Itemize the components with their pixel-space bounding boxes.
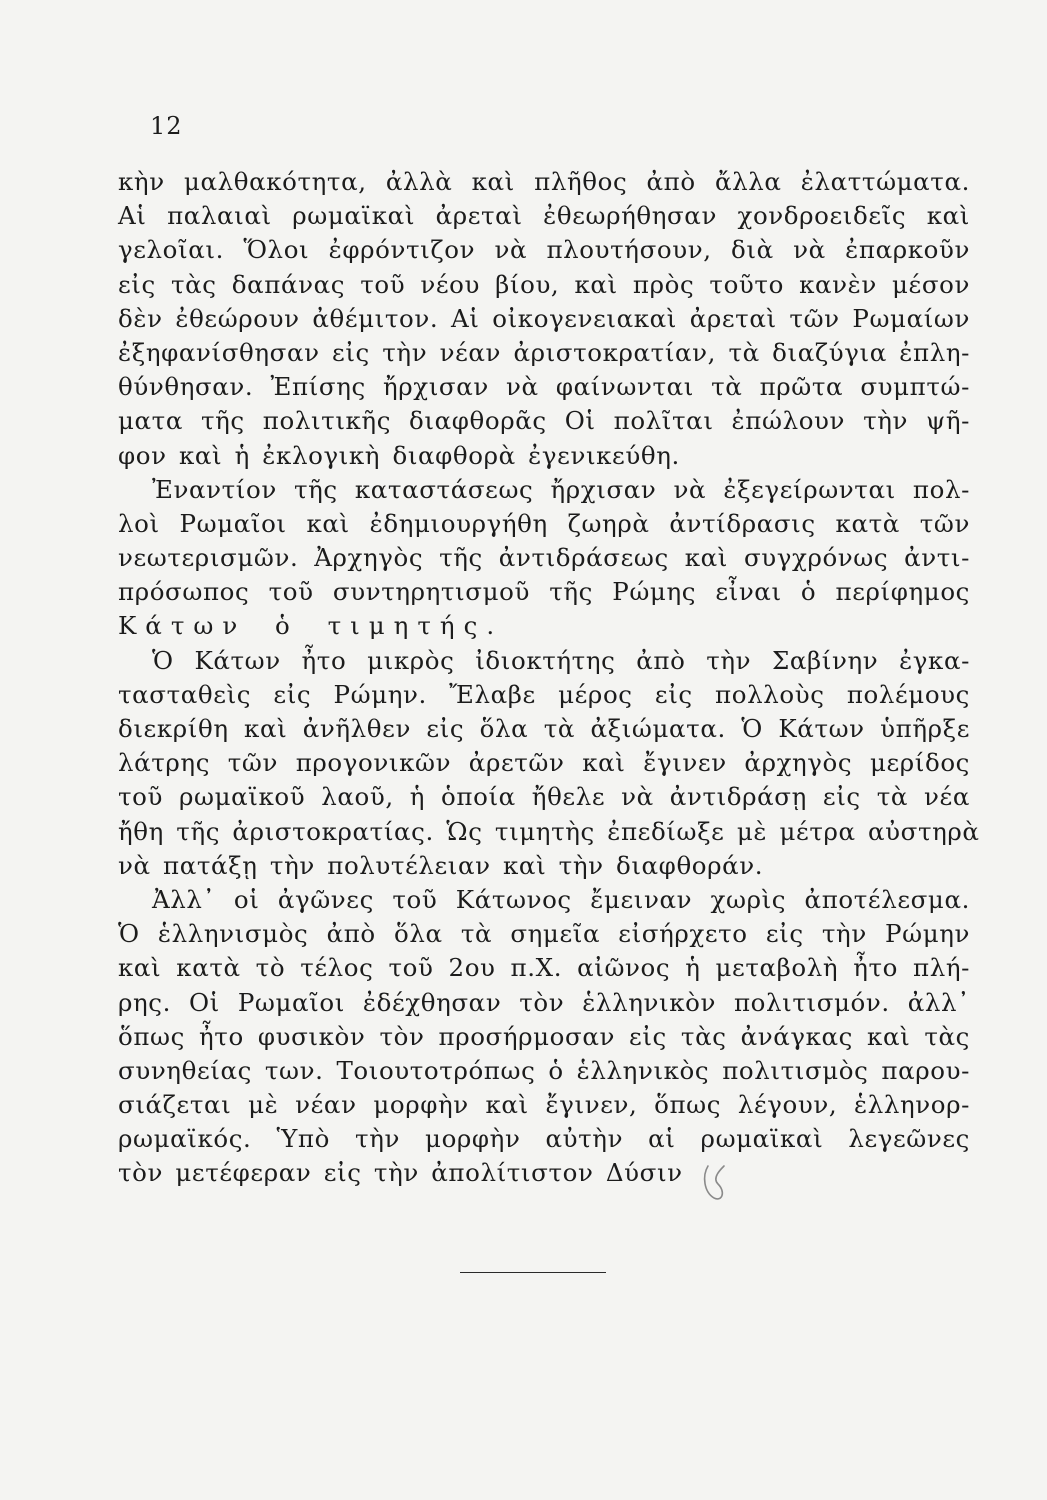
text-line: νὰ πατάξῃ τὴν πολυτέλειαν καὶ τὴν διαφθοράν. bbox=[118, 850, 764, 880]
text-line: καὶ κατὰ τὸ τέλος τοῦ 2ου π.Χ. αἰῶνος ἡ μεταβολὴ ἦτο πλή- bbox=[118, 953, 970, 983]
text-line: τοῦ ρωμαϊκοῦ λαοῦ, ἡ ὁποία ἤθελε νὰ ἀντιδράσῃ εἰς τὰ νέα bbox=[118, 782, 970, 812]
text-line: κὴν μαλθακότητα, ἀλλὰ καὶ πλῆθος ἀπὸ ἄλλα ἐλαττώματα. bbox=[118, 167, 970, 196]
text-line: Κάτων ὁ τιμητής. bbox=[118, 611, 504, 641]
text-line: Ὁ Κάτων ἦτο μικρὸς ἰδιοκτήτης ἀπὸ τὴν Σαβίνην ἐγκα- bbox=[152, 645, 970, 675]
text-line: συνηθείας των. Τοιουτοτρόπως ὁ ἑλληνικὸς πολιτισμὸς παρου- bbox=[118, 1055, 970, 1085]
end-rule bbox=[460, 1272, 606, 1273]
text-line: σιάζεται μὲ νέαν μορφὴν καὶ ἔγινεν, ὅπως λέγουν, ἑλληνορ- bbox=[118, 1090, 970, 1120]
text-line: ἤθη τῆς ἀριστοκρατίας. Ὡς τιμητὴς ἐπεδίωξε μὲ μέτρα αὐστηρὰ bbox=[118, 816, 980, 846]
pencil-mark bbox=[700, 1162, 730, 1204]
text-line: πρόσωπος τοῦ συντηρητισμοῦ τῆς Ρώμης εἶναι ὁ περίφημος bbox=[118, 577, 970, 607]
text-line: Αἱ παλαιαὶ ρωμαϊκαὶ ἀρεταὶ ἐθεωρήθησαν χονδροειδεῖς καὶ bbox=[118, 201, 970, 231]
text-line: Ἀλλ᾽ οἱ ἀγῶνες τοῦ Κάτωνος ἔμειναν χωρὶς ἀποτέλεσμα. bbox=[152, 884, 970, 914]
text-line: ματα τῆς πολιτικῆς διαφθορᾶς Οἱ πολῖται ἐπώλουν τὴν ψῆ- bbox=[118, 406, 970, 436]
text-line: θύνθησαν. Ἐπίσης ἤρχισαν νὰ φαίνωνται τὰ πρῶτα συμπτώ- bbox=[118, 372, 970, 402]
text-line: διεκρίθη καὶ ἀνῆλθεν εἰς ὅλα τὰ ἀξιώματα. Ὁ Κάτων ὑπῆρξε bbox=[118, 714, 970, 743]
text-line: ὅπως ἦτο φυσικὸν τὸν προσήρμοσαν εἰς τὰς ἀνάγκας καὶ τὰς bbox=[118, 1021, 970, 1051]
text-line: νεωτερισμῶν. Ἀρχηγὸς τῆς ἀντιδράσεως καὶ συγχρόνως ἀντι- bbox=[118, 543, 970, 573]
text-line: γελοῖαι. Ὅλοι ἐφρόντιζον νὰ πλουτήσουν, διὰ νὰ ἐπαρκοῦν bbox=[118, 235, 970, 265]
text-line: δὲν ἐθεώρουν ἀθέμιτον. Αἱ οἰκογενειακαὶ ἀρεταὶ τῶν Ρωμαίων bbox=[118, 303, 970, 333]
text-line: φον καὶ ἡ ἐκλογικὴ διαφθορὰ ἐγενικεύθη. bbox=[118, 440, 680, 470]
text-line: ρης. Οἱ Ρωμαῖοι ἐδέχθησαν τὸν ἑλληνικὸν πολιτισμόν. ἀλλ᾽ bbox=[118, 987, 970, 1017]
text-line: ρωμαϊκός. Ὑπὸ τὴν μορφὴν αὐτὴν αἱ ρωμαϊκαὶ λεγεῶνες bbox=[118, 1124, 970, 1154]
text-line: τασταθεὶς εἰς Ρώμην. Ἔλαβε μέρος εἰς πολλοὺς πολέμους bbox=[118, 679, 970, 709]
text-line: εἰς τὰς δαπάνας τοῦ νέου βίου, καὶ πρὸς τοῦτο κανὲν μέσον bbox=[118, 269, 970, 299]
text-line: Ἐναντίον τῆς καταστάσεως ἤρχισαν νὰ ἐξεγείρωνται πολ- bbox=[152, 474, 970, 504]
text-line: λάτρης τῶν προγονικῶν ἀρετῶν καὶ ἔγινεν ἀρχηγὸς μερίδος bbox=[118, 748, 970, 778]
body-text bbox=[118, 165, 980, 1191]
text-line: ἐξηφανίσθησαν εἰς τὴν νέαν ἀριστοκρατίαν, τὰ διαζύγια ἐπλη- bbox=[118, 337, 970, 367]
text-line: τὸν μετέφεραν εἰς τὴν ἀπολίτιστον Δύσιν bbox=[118, 1158, 683, 1188]
page-number: 12 bbox=[150, 112, 183, 140]
text-line: λοὶ Ρωμαῖοι καὶ ἐδημιουργήθη ζωηρὰ ἀντίδρασις κατὰ τῶν bbox=[118, 508, 970, 538]
text-line: Ὁ ἑλληνισμὸς ἀπὸ ὅλα τὰ σημεῖα εἰσήρχετο εἰς τὴν Ρώμην bbox=[118, 919, 970, 949]
